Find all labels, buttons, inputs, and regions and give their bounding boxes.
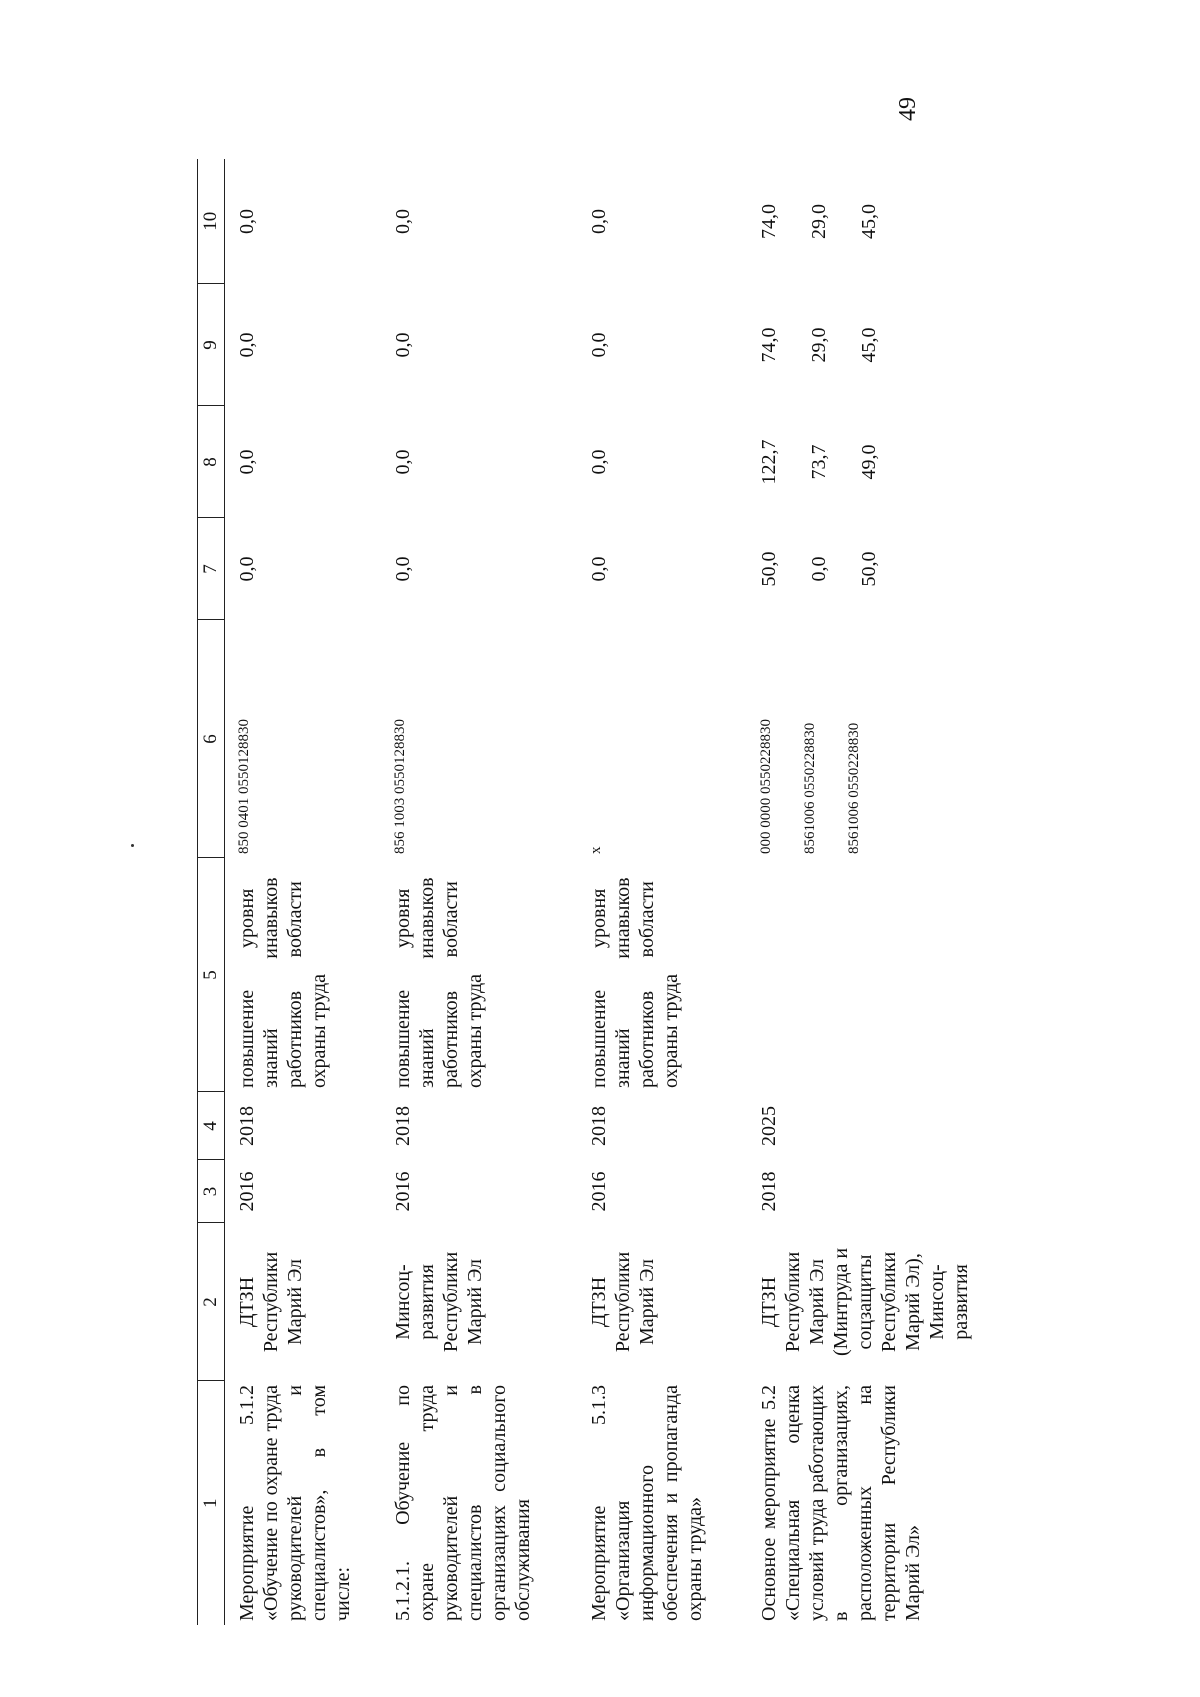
budget-classification-code-value: 850 0401 0550128830 [236,719,252,854]
budget-classification-code-cell [381,620,577,858]
table-row [747,159,1037,1625]
expected-result-cell: повышение знаний и работников в охраны труда [587,948,682,1088]
col-10-value-value: 0,0 [587,209,610,234]
header-col-4: 4 [198,1092,225,1160]
activity-name-cell: 5.1.2.1. Обучение по охране труда руководителей и специалистов в организациях социального обслуживания [391,1385,534,1621]
header-col-1: 1 [198,1381,225,1625]
col-7-value-cell [225,518,381,620]
col-7-value-cell [577,518,747,620]
col-8-value-cell [747,406,1037,518]
budget-classification-code-value: 8561006 0550228830 [845,722,862,854]
col-9-value-value: 74,0 [757,327,780,363]
header-col-2: 2 [198,1223,225,1381]
expected-result-continued-cell: уровня навыков области [391,877,462,948]
budget-classification-code-value: 856 1003 0550128830 [391,719,408,854]
budget-classification-code-cell [747,620,1037,858]
end-year-cell: 2018 [391,1106,414,1146]
program-activities-table [197,159,1037,1625]
col-9-value-value: 0,0 [587,332,610,358]
start-year-cell: 2016 [236,1171,258,1212]
header-col-10: 10 [198,159,225,284]
col-8-value-value: 49,0 [857,444,880,480]
col-9-value-value: 0,0 [391,332,414,358]
col-10-value-cell [225,159,381,284]
header-col-3: 3 [198,1160,225,1223]
budget-classification-code-value: 000 0000 0550228830 [757,719,774,854]
responsible-executor-cell: ДТЗН Республики Марий Эл [587,1251,658,1353]
header-col-6: 6 [198,620,225,858]
table-row [577,159,747,1625]
col-10-value-cell [747,159,1037,284]
col-10-value-value: 45,0 [857,204,880,239]
end-year-cell: 2018 [236,1106,258,1146]
budget-classification-code-cell [577,620,747,858]
col-7-value-value: 0,0 [391,556,414,582]
col-10-value-cell [381,159,577,284]
budget-classification-code-value: 8561006 0550228830 [801,722,818,854]
table-header-row [198,159,225,1625]
expected-result-cell [747,948,1037,1092]
col-8-value-value: 73,7 [807,444,830,480]
col-10-value-cell [577,159,747,284]
header-col-8: 8 [198,406,225,518]
col-9-value-cell [381,284,577,406]
start-year-cell: 2016 [587,1171,610,1212]
col-9-value-value: 45,0 [857,327,880,363]
expected-result-continued-cell [747,858,1037,948]
activity-name-cell: Мероприятие 5.1.3 «Организация информационного обеспечения и пропаганда охраны труда» [587,1385,706,1621]
start-year-cell: 2018 [757,1171,780,1212]
start-year-cell: 2016 [391,1171,414,1212]
budget-classification-code-value: x [587,846,604,854]
col-10-value-value: 0,0 [391,209,414,234]
col-10-value-value: 0,0 [236,209,258,234]
table-row [381,159,577,1625]
header-col-9: 9 [198,284,225,406]
expected-result-cell: повышение знаний и работников в охраны труда [236,948,330,1088]
col-7-value-cell [381,518,577,620]
col-10-value-value: 74,0 [757,204,780,239]
col-8-value-value: 0,0 [587,449,610,475]
col-10-value-value: 29,0 [807,204,830,239]
col-8-value-value: 0,0 [236,449,258,475]
end-year-cell: 2025 [757,1106,780,1146]
responsible-executor-cell: Минсоц-развития Республики Марий Эл [391,1251,486,1353]
col-7-value-value: 50,0 [857,551,880,587]
col-8-value-cell [225,406,381,518]
col-8-value-cell [577,406,747,518]
activity-name-cell: Мероприятие 5.1.2 «Обучение по охране труда руководителей и специалистов», в том числе: [236,1385,354,1621]
col-7-value-value: 0,0 [236,556,258,582]
col-7-value-value: 50,0 [757,551,780,587]
col-7-value-value: 0,0 [587,556,610,582]
table-row [225,159,381,1625]
col-9-value-cell [225,284,381,406]
activity-name-cell: Основное мероприятие 5.2 «Специальная оценка условий труда работающих в организациях, расположенных на территории Республики Марий Эл» [757,1385,924,1621]
page-number: 49 [895,97,921,121]
expected-result-cell: повышение знаний и работников в охраны труда [391,948,486,1088]
col-8-value-cell [381,406,577,518]
col-8-value-value: 0,0 [391,449,414,475]
expected-result-continued-cell: уровня навыков области [236,877,306,948]
col-8-value-value: 122,7 [757,439,780,485]
responsible-executor-cell: ДТЗН Республики Марий Эл (Минтруда и соцзащиты Республики Марий Эл), Минсоц-развития [757,1247,972,1357]
col-9-value-value: 0,0 [236,332,258,358]
expected-result-continued-cell: уровня навыков области [587,877,658,948]
end-year-cell: 2018 [587,1106,610,1146]
header-col-7: 7 [198,518,225,620]
header-col-5: 5 [198,858,225,1092]
col-7-value-value: 0,0 [807,556,830,582]
col-9-value-value: 29,0 [807,327,830,363]
budget-classification-code-cell [225,620,381,858]
col-9-value-cell [747,284,1037,406]
col-7-value-cell [747,518,1037,620]
col-9-value-cell [577,284,747,406]
responsible-executor-cell: ДТЗН Республики Марий Эл [236,1251,306,1353]
